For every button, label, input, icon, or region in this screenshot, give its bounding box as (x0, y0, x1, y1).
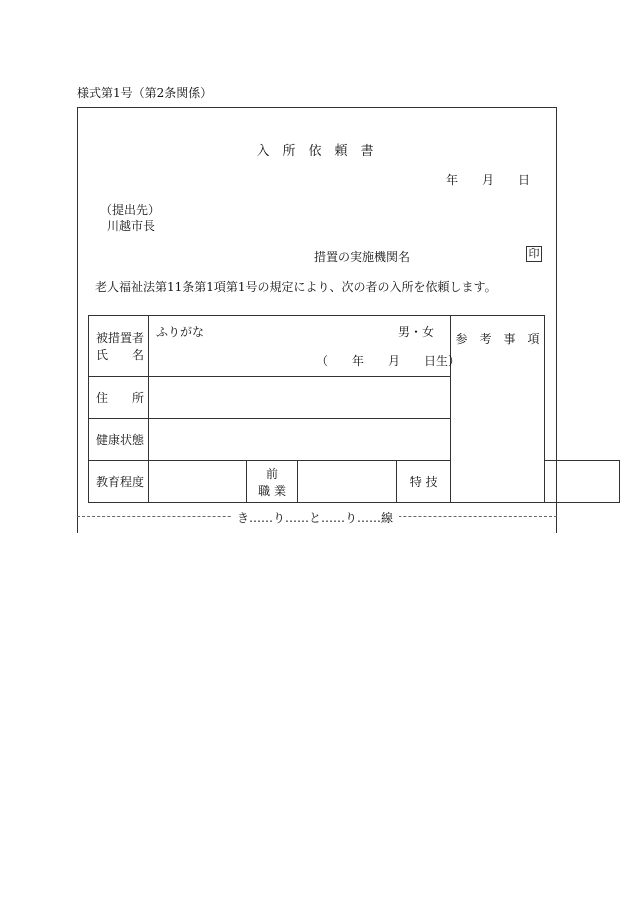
date-line: 年 月 日 (446, 173, 531, 187)
health-label: 健康状態 (89, 419, 149, 461)
education-label: 教育程度 (89, 461, 149, 503)
cut-line-label-wrap (0, 509, 630, 526)
seal-stamp-box: 印 (526, 246, 542, 262)
addressee-label: （提出先） (100, 203, 161, 217)
form-number-label: 様式第1号（第2条関係） (77, 86, 213, 100)
address-entry-cell[interactable] (149, 377, 451, 419)
name-entry-cell[interactable] (149, 316, 461, 377)
institution-label: 措置の実施機関名 (314, 250, 411, 264)
addressee-name: 川越市長 (107, 219, 156, 233)
request-statement: 老人福祉法第11条第1項第1号の規定により、次の者の入所を依頼します。 (95, 280, 497, 294)
prev-job-line2: 職 業 (258, 483, 286, 498)
special-skill-label: 特 技 (397, 461, 451, 503)
applicant-table (88, 315, 620, 503)
person-name-label-cell (89, 316, 149, 377)
furigana-label: ふりがな (156, 325, 205, 339)
prev-job-line1: 前 (266, 466, 279, 481)
health-entry-cell[interactable] (149, 419, 451, 461)
person-label-line2: 氏 名 (96, 348, 145, 362)
document-title: 入 所 依 頼 書 (256, 144, 374, 159)
special-skill-entry-cell[interactable] (545, 461, 620, 503)
address-label: 住 所 (89, 377, 149, 419)
birth-date-field[interactable]: （ 年 月 日生） (316, 354, 461, 368)
gender-option[interactable]: 男・女 (398, 325, 435, 339)
education-entry-cell[interactable] (149, 461, 247, 503)
person-label-line1: 被措置者 (96, 331, 145, 345)
cut-line-label: き……り……と……り……線 (231, 511, 399, 525)
previous-job-entry-cell[interactable] (298, 461, 397, 503)
remarks-cell[interactable] (451, 316, 545, 503)
previous-job-label-cell (247, 461, 298, 503)
remarks-label: 参 考 事 項 (455, 332, 540, 346)
